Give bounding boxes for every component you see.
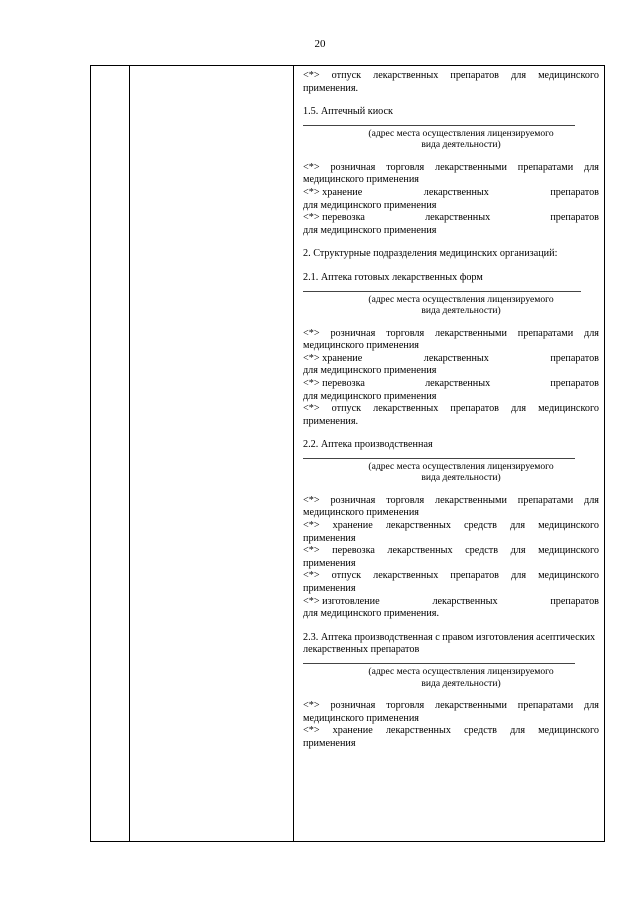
address-caption: вида деятельности) [421,305,501,317]
list-item: <*> розничная торговля лекарственными препаратами для медицинского применения [303,494,599,519]
list-item-text: для медицинского применения. [303,608,440,620]
address-caption: (адрес места осуществления лицензируемого [368,293,554,305]
list-item-text: лекарственных [432,595,498,607]
address-caption: вида деятельности) [421,472,501,484]
license-table [90,65,605,842]
page-number: 20 [314,38,326,50]
list-item-text: лекарственных [425,212,491,224]
list-item-text: <*> хранение [303,352,363,364]
table-cell-activities [303,70,599,750]
list-item-text: <*> перевозка [303,212,365,224]
list-item-text: препаратов [550,352,599,364]
list-item-text: <*> изготовление [303,595,380,607]
list-item-text: лекарственных [423,186,489,198]
list-item-text: для медицинского применения [303,365,437,377]
list-item: <*> розничная торговля лекарственными препаратами для медицинского применения [303,161,599,186]
list-item-text: препаратов [550,377,599,389]
section-heading-2-2: 2.2. Аптека производственная [303,439,433,451]
list-item: <*> отпуск лекарственных препаратов для медицинского применения. [303,70,599,94]
address-caption: (адрес места осуществления лицензируемого [368,460,554,472]
section-heading-2-3: 2.3. Аптека производственная с правом изготовления асептических лекарственных препаратов [303,631,596,656]
address-line [303,125,575,126]
address-line [303,663,575,664]
list-item-text: лекарственных [423,352,489,364]
list-item-text: для медицинского применения [303,199,437,211]
address-caption: (адрес места осуществления лицензируемого [368,666,554,677]
list-item: <*> хранение лекарственных средств для медицинского применения [303,520,599,544]
section-heading-1-5: 1.5. Аптечный киоск [303,106,393,118]
list-item-text: <*> перевозка [303,377,365,389]
address-caption: (адрес места осуществления лицензируемого [368,127,554,139]
list-item [303,212,599,225]
list-item [303,187,599,200]
list-item [303,596,599,609]
column-divider [293,66,294,841]
list-item-text: для медицинского применения [303,224,437,236]
address-line [303,458,575,459]
list-item [303,378,599,391]
list-item: <*> перевозка лекарственных средств для медицинского применения [303,545,599,569]
list-item: <*> хранение лекарственных средств для медицинского применения [303,725,599,749]
list-item [303,353,599,366]
list-item-text: препаратов [550,212,599,224]
address-line [303,291,581,292]
list-item: <*> отпуск лекарственных препаратов для медицинского применения. [303,403,599,427]
list-item-text: препаратов [550,595,599,607]
list-item-text: препаратов [550,186,599,198]
column-divider [129,66,130,841]
section-heading-2: 2. Структурные подразделения медицинских организаций: [303,248,558,260]
list-item: <*> отпуск лекарственных препаратов для медицинского применения [303,570,599,595]
list-item-text: лекарственных [425,377,491,389]
list-item: <*> розничная торговля лекарственными препаратами для медицинского применения [303,327,599,352]
list-item: <*> розничная торговля лекарственными препаратами для медицинского применения [303,700,599,724]
list-item-text: для медицинского применения [303,390,437,402]
list-item-text: <*> хранение [303,186,363,198]
address-caption: вида деятельности) [421,139,501,151]
address-caption: вида деятельности) [421,677,501,689]
section-heading-2-1: 2.1. Аптека готовых лекарственных форм [303,271,483,283]
